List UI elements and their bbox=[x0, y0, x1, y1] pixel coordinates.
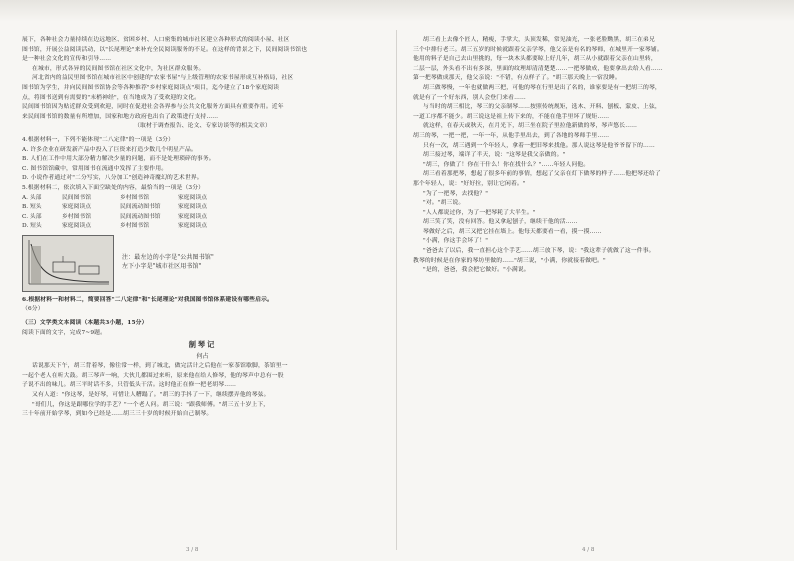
story-line: "胡三，你做了！你在干什么！你在找什么？"……年轻人问他。 bbox=[423, 161, 590, 168]
option-cell: 民间流动图书馆 bbox=[120, 204, 161, 211]
option-cell: 家庭阅读点 bbox=[178, 194, 207, 201]
question-6 bbox=[22, 296, 383, 315]
story-line: 三十年前开始学琴，到如今已经是……胡三三十岁的时候开始自己制琴。 bbox=[22, 411, 213, 418]
right-page bbox=[397, 0, 794, 561]
option-cell: 乡村图书馆 bbox=[120, 194, 149, 201]
story-line: 第一把琴做成那天，他父亲说："不错，有点样子了。"胡三那天晚上一宿没睡。 bbox=[413, 75, 621, 82]
story-line: 就是有了一个好东西，别人会登门来看…… bbox=[413, 94, 526, 101]
option-cell: 乡村图书馆 bbox=[120, 223, 149, 230]
option-b: B. 人们在工作中用大部分精力解决少量的问题，而不是处理琐碎的事务。 bbox=[22, 156, 215, 163]
story-line: 话说那天下午，胡三背着琴，像往常一样，到了城北，做完活计之后他在一家茶馆歇脚，茶馆里一 bbox=[32, 363, 288, 370]
option-d: D. 小说作者通过对"二分写实，八分加工"创造神奇魔幻的艺术世界。 bbox=[22, 175, 203, 182]
story-line: 他用的料子是自己去山里挑的，每一块木头都要晾上好几年，胡三从小就跟着父亲在山里转， bbox=[413, 56, 657, 63]
text-line: 图书馆，开展公益阅读活动，以"长尾理论"来补充全民阅读服务的不足。在这样的背景之下，民间阅读书馆也 bbox=[22, 46, 308, 53]
story-line: 教琴的时候是在你家的琴坊里做的……"胡三说，"小满，你就接着做吧。" bbox=[413, 257, 606, 264]
story-text bbox=[22, 362, 383, 420]
story-line: 与当时的胡三相比，琴三的父亲制琴……按照传统规矩，选木、开料、刨板、蒙皮、上弦， bbox=[423, 104, 661, 111]
option-cell: B. 短头 bbox=[22, 204, 42, 211]
story-line: 只有一次，胡三遇到一个年轻人，拿着一把旧琴来找他。那人说这琴是他爷爷留下的…… bbox=[423, 142, 655, 149]
story-line: 二层一层，外头看不出有多深，里面的纹理却清清楚楚……一把琴做成，他要拿出去给人看…… bbox=[413, 65, 663, 72]
text-line: 来民间图书馆的数量有所增加，国家和地方政府也出台了政策进行支持…… bbox=[22, 113, 219, 120]
option-table bbox=[22, 194, 383, 232]
story-line: 一道工序都不能少。胡三说这是祖上传下来的，不能在他手里坏了规矩…… bbox=[413, 113, 610, 120]
figure-notes bbox=[122, 235, 214, 272]
story-line: 琴做好之后，胡三又把它挂在墙上。他每天都要看一看，摸一摸…… bbox=[423, 228, 602, 235]
question-4: 4.根据材料一，下列不能体现"二八定律"的一项是（3分） bbox=[22, 136, 175, 143]
question-6-text: 6.根据材料一和材料二，简要回答"二八定律"和"长尾理论"对我国图书馆体系建设有哪些启示。 bbox=[22, 296, 273, 303]
option-cell: 民间图书馆 bbox=[62, 194, 91, 201]
option-cell: D. 短头 bbox=[22, 223, 42, 230]
figure-row bbox=[22, 235, 383, 292]
option-cell: A. 头部 bbox=[22, 194, 42, 201]
option-cell: 家庭阅读点 bbox=[178, 223, 207, 230]
option-cell: 家庭阅读点 bbox=[178, 213, 207, 220]
text-line: 在城市，形式各异的民间图书馆在社区文化中，为社区群众服务。 bbox=[32, 65, 205, 72]
curve-illustration bbox=[23, 236, 113, 291]
figure-note: 左下小字是"城市社区用书馆" bbox=[122, 263, 202, 271]
story-line: "是的，爸爸，我会把它做好。"小满说。 bbox=[423, 267, 530, 274]
option-cell: 民间流动图书馆 bbox=[120, 213, 161, 220]
story-title: 制琴记 bbox=[188, 340, 217, 350]
option-cell: 家庭阅读点 bbox=[62, 223, 91, 230]
story-line: 子说不出的味儿。胡三平时话不多，只管低头干活。这时他正在修一把老胡琴…… bbox=[22, 382, 237, 389]
material-text bbox=[22, 36, 383, 132]
story-line: "爸爸去了以后，我一直担心这个手艺……胡三放下琴，说："我这辈子就做了这一件事。 bbox=[423, 248, 655, 255]
story-author: 何占 bbox=[196, 353, 209, 361]
option-cell: 乡村图书馆 bbox=[62, 213, 91, 220]
story-continued bbox=[413, 36, 774, 276]
story-line: 那个年轻人，说："好好拉，别让它闲着。" bbox=[413, 180, 526, 187]
story-line: 胡三做琴慢，一年也就做两三把，可他的琴在行里是出了名的，谁家要是有一把胡三的琴， bbox=[423, 84, 661, 91]
text-line: 河北省内的益民里图书馆在城市社区中创建的"农家书屋"与上级管理的农家书屋形成互补格局，社区 bbox=[32, 75, 294, 82]
option-a: A. 许多企业在研发新产品中投入了巨资来打造少数几个明星产品。 bbox=[22, 146, 197, 153]
question-6-score: （6分） bbox=[22, 306, 44, 313]
question-5: 5.根据材料二，依次填入下面空缺处的内容，最恰当的一项是（3分） bbox=[22, 184, 205, 191]
text-line: 民间图书馆因为贴近群众受到欢迎，同时在促进社会各界参与公共文化服务方面具有重要作用。近年 bbox=[22, 104, 284, 111]
story-line: 胡三看上去像个匠人，精瘦，手掌大，头顶发稀，常见油光，一张老脸黝黑，胡三在弟兄 bbox=[423, 37, 655, 43]
story-line: "对。"胡三说。 bbox=[423, 200, 465, 207]
story-line: "人人都说过你，为了一把琴耗了大半生。" bbox=[423, 209, 536, 216]
option-cell: 家庭阅读点 bbox=[178, 204, 207, 211]
story-line: "为了一把琴，去找他？" bbox=[423, 190, 489, 197]
story-line: 胡三接过琴，端详了半天，说："这琴是我父亲做的。" bbox=[423, 152, 566, 159]
story-line: 三个中排行老三。胡三五岁的时候就跟着父亲学琴，他父亲是有名的琴师，在城里开一家琴铺。 bbox=[413, 46, 663, 53]
story-line: 又有人道："你这琴，是好琴，可惜让人糟蹋了。"胡三的手抖了一下，继续摆弄他的琴弦。 bbox=[32, 392, 270, 399]
page-number-left: 3 / 8 bbox=[186, 547, 199, 553]
section-title: （三）文学类文本阅读（本题共3小题，15分） bbox=[22, 320, 148, 327]
text-line: 图书馆为学生，并向民间图书馆协会等各种推荐"乡村家庭阅读点"项目，迄今建立了18个家庭阅读 bbox=[22, 84, 280, 91]
story-line: "小满，你这手会坏了！" bbox=[423, 238, 489, 245]
story-line: "哥们儿，你这是跟哪位学的手艺？"一个老人问。胡三说："跟我师傅。"胡三五十岁上下， bbox=[32, 401, 270, 408]
story-line: 就这样，在春天或秋天，在月光下，胡三坐在院子里拉他新做的琴，琴声悠长…… bbox=[423, 123, 638, 130]
story-line: 胡三笑了笑，没有回答。他又拿起刨子，继续干他的活…… bbox=[423, 219, 578, 226]
story-line: 胡三看着那把琴，想起了很多年前的事情，想起了父亲在灯下做琴的样子……他把琴还给了 bbox=[423, 171, 661, 178]
option-cell: C. 头部 bbox=[22, 213, 42, 220]
story-line: 胡三的琴，一把一把，一年一年，从他手里出去，到了各地的琴师手里…… bbox=[413, 132, 610, 139]
page-number-right: 4 / 8 bbox=[582, 547, 595, 553]
figure-note: 注：最左边的小字是"公共图书馆" bbox=[122, 253, 214, 261]
option-c: C. 图书馆馆藏中，常用图书在流通中发挥了主要作用。 bbox=[22, 165, 168, 172]
section-header bbox=[22, 319, 383, 338]
distribution-figure bbox=[22, 235, 114, 292]
option-cell: 家庭阅读点 bbox=[62, 204, 91, 211]
text-line: 是一种社会文化的宣传和引导…… bbox=[22, 56, 112, 63]
text-line: 点，将图书送到有需要的"末梢神经"，在当地成为了受欢迎的文化。 bbox=[22, 94, 201, 101]
story-line: 一起个老人在听大鼓。胡三琴声一响，大伙儿都围过来听，原来他在给人修琴，他的琴声中总有一股 bbox=[22, 372, 284, 379]
text-line: 展下，各种社会力量持续在边远地区、贫困乡村、人口密集的城市社区建立各种形式的阅读小屋、社区 bbox=[22, 37, 290, 43]
questions-block bbox=[22, 136, 383, 194]
section-instruction: 阅读下面的文字，完成7~9题。 bbox=[22, 329, 107, 336]
source-citation: （取材于调查报告、论文、专家访谈等的相关文章） bbox=[134, 123, 271, 130]
